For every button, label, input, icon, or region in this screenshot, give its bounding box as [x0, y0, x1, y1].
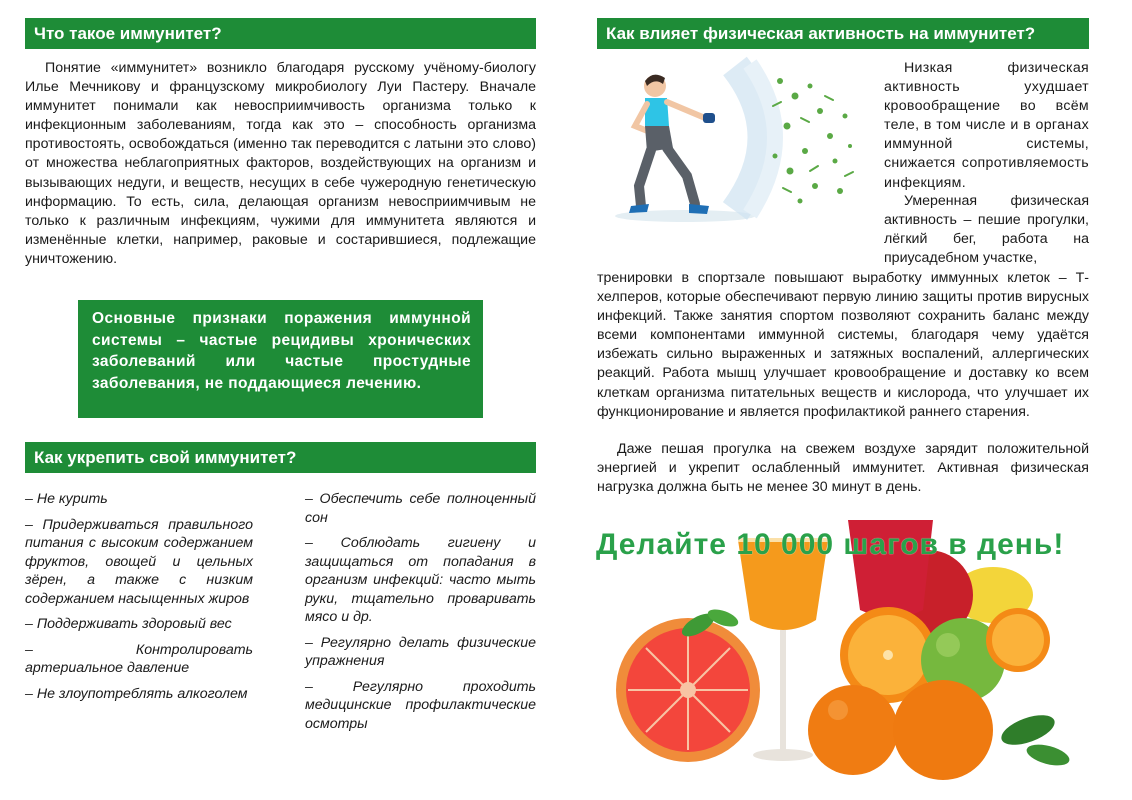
section-heading-what-is-immunity: Что такое иммунитет? — [25, 18, 536, 49]
tips-list-col1 — [25, 490, 253, 710]
list-item: – Соблюдать гигиену и защищаться от попадания в организм инфекций: часто мыть руки, тщательно проваривать мясо и др. — [305, 535, 536, 625]
list-item: – Обеспечить себе полноценный сон — [305, 491, 536, 526]
section-heading-strengthen-immunity: Как укрепить свой иммунитет? — [25, 442, 536, 473]
intro-paragraph: Понятие «иммунитет» возникло благодаря русскому учёному-биологу Илье Мечникову и французскому микробиологу Луи Пастеру. Вначале иммунитет понимали как невосприимчивость организма только к инфекционным заболеваниям, тогда как это – способность организма противостоять, освобождаться (именно так переводится с латыни это слово) от множества неблагоприятных факторов, воздействующих на организм и вызывающих недуги, и веществ, несущих в себе чужеродную генетическую информацию. То есть, сила, делающая организм невосприимчивым не только к различным инфекциям, чужими для иммунитета являются и изменённые клетки, например, раковые и состарившиеся, подлежащие уничтожению. — [25, 60, 536, 267]
moderate-activity-paragraph-wrap: Умеренная физическая активность – пешие прогулки, лёгкий бег, работа на приусадебном участке, — [884, 193, 1089, 267]
immune-damage-callout: Основные признаки поражения иммунной системы – частые рецидивы хронических заболеваний или частые простудные заболевания, не поддающиеся лечению. — [78, 300, 483, 418]
list-item: – Не злоупотреблять алкоголем — [25, 685, 248, 702]
tips-list-col2 — [305, 490, 536, 740]
list-item: – Регулярно делать физические упражнения — [305, 634, 536, 669]
list-item: – Не курить — [25, 491, 108, 507]
moderate-activity-paragraph: тренировки в спортзале повышают выработку иммунных клеток – Т-хелперов, которые обеспечивают первую линию защиты против вирусных инфекций. Также занятия спортом позволяют сохранить баланс между всеми компонентами иммунной системы, благодаря чему удаётся избежать сильно выраженных и затяжных воспалений, аллергических реакций. Работа мышц улучшает кровообращение и доставку ко всем клеткам организма питательных веществ и кислорода, что улучшает их функционирование и является профилактикой раннего старения. — [597, 270, 1089, 420]
list-item: – Придерживаться правильного питания с высоким содержанием фруктов, овощей и цельных зёрен, а также с низким содержанием насыщенных жиров — [25, 516, 253, 607]
steps-slogan: Делайте 10 000 шагов в день! — [596, 528, 1065, 561]
list-item: – Контролировать артериальное давление — [25, 641, 253, 676]
section-heading-activity-immunity: Как влияет физическая активность на иммунитет? — [597, 18, 1089, 49]
list-item: – Поддерживать здоровый вес — [25, 616, 232, 632]
list-item: – Регулярно проходить медицинские профилактические осмотры — [305, 678, 536, 732]
low-activity-paragraph: Низкая физическая активность ухудшает кровообращение во всём теле, в том числе и в органах иммунной системы, снижается сопротивляемость инфекциям. — [884, 60, 1089, 191]
runner-vs-germs-illustration — [605, 56, 875, 226]
walking-paragraph: Даже пешая прогулка на свежем воздухе зарядит положительной энергией и укрепит ослабленный иммунитет. Активная физическая нагрузка должна быть не менее 30 минут в день. — [597, 441, 1089, 496]
